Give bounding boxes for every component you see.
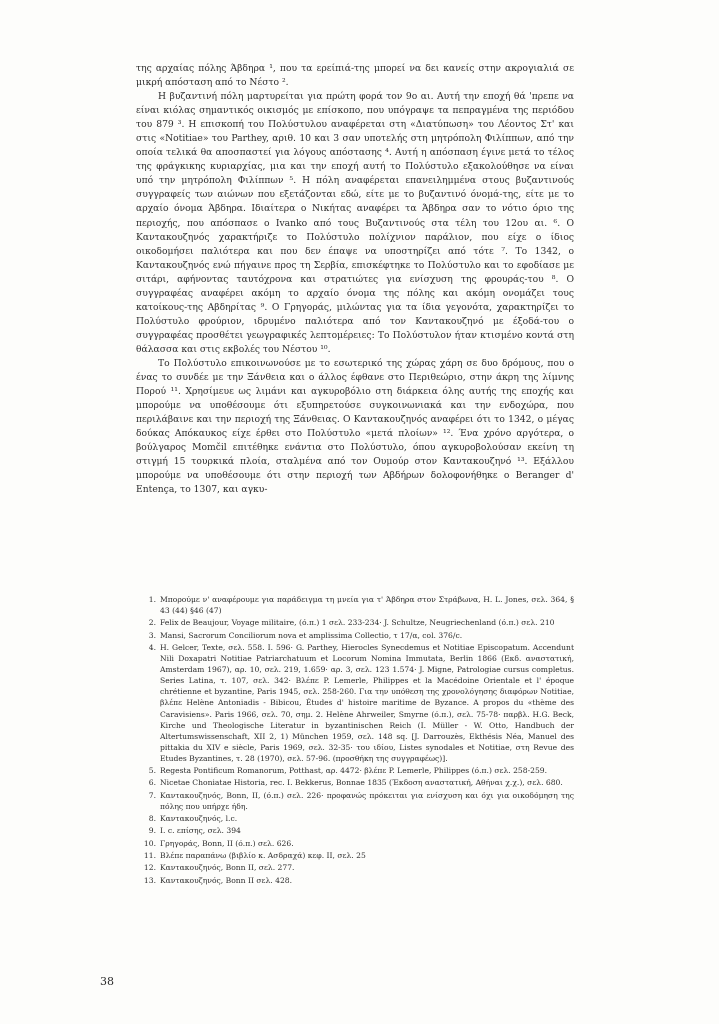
footnote-number: 9. xyxy=(148,826,156,836)
footnote-number: 7. xyxy=(148,790,156,800)
paragraph-3: Το Πολύστυλο επικοινωνούσε με το εσωτερικό της χώρας χάρη σε δυο δρόμους, που ο ένας το συνδέε με την Ξάνθεια και ο άλλος έφθανε στο Περιθεώριο, στην άκρη της λίμνης Πορού ¹¹. Χρησίμευε ως λιμάνι και αγκυροβόλιο στη διάρκεια όλης αυτής της εποχής και μπορούμε να υποθέσουμε ότι εξυπηρετούσε συγκοινωνιακά και την ενδοχώρα, που περιλάβαινε και την περιοχή της Ξάνθειας. Ο Καντακουζηνός αναφέρει ότι το 1342, ο μέγας δούκας Απόκαυκος είχε έρθει στο Πολύστυλο «μετά πλοίων» ¹². Ένα χρόνο αργότερα, ο βούλγαρος Momčil επιτέθηκε ενάντια στο Πολύστυλο, όπου αγκυροβολούσαν εκείνη τη στιγμή 15 τουρκικά πλοία, σταλμένα από τον Ουμούρ στον Καντακουζηνό ¹³. Εξάλλου μπορούμε να υποθέσουμε ότι στην περιοχή των Αβδήρων δολοφονήθηκε ο Beranger d' Entença, το 1307, και αγκυ- xyxy=(136,357,574,496)
footnote-text: Mansi, Sacrorum Conciliorum nova et amplissima Collectio, τ 17/α, col. 376/c. xyxy=(160,630,463,640)
footnote-number: 13. xyxy=(143,875,156,885)
footnote-number: 6. xyxy=(148,778,156,788)
footnote-number: 8. xyxy=(148,814,156,824)
footnote-5 xyxy=(136,765,574,776)
paragraph-2: Η βυζαντινή πόλη μαρτυρείται για πρώτη φορά τον 9ο αι. Αυτή την εποχή θά 'πρεπε να είναι κιόλας σημαντικός οικισμός με επίσκοπο, που υπόγραψε τα πεπραγμένα της περιόδου του 879 ³. Η επισκοπή του Πολύστυλου αναφέρεται στη «Διατύπωση» του Λέοντος Στ' και στις «Notitiae» του Parthey, αριθ. 10 και 3 σαν υποτελής στη μητρόπολη Φιλίππων, από την οποία τελικά θα αποσπαστεί για λόγους απόστασης ⁴. Αυτή η απόσπαση έγινε μετά το τέλος της φράγκικης κυριαρχίας, μια και την εποχή αυτή το Πολύστυλο εξακολούθησε να είναι υπό την μητρόπολη Φιλίππων ⁵. Η πόλη αναφέρεται επανειλημμένα στους βυζαντινούς συγγραφείς των αιώνων που εξετάζονται εδώ, είτε με το βυζαντινό όνομά-της, είτε με το αρχαίο όνομα Άβδηρα. Ιδιαίτερα ο Νικήτας αναφέρει τα Άβδηρα σαν το νότιο όριο της περιοχής, που απόσπασε ο Ivanko από τους Βυζαντινούς στα τέλη του 12ου αι. ⁶. Ο Καντακουζηνός χαρακτήριζε το Πολύστυλο πολίχνιον παράλιον, που είχε ο ίδιος οικοδομήσει παλιότερα και που δεν έπαψε να υποστηρίζει από τότε ⁷. Το 1342, ο Καντακουζηνός ενώ πήγαινε προς τη Σερβία, επισκέφτηκε το Πολύστυλο και το εφοδίασε με σιτάρι, αφήνοντας ταυτόχρονα και στρατιώτες για ενίσχυση της φρουράς-του ⁸. Ο συγγραφέας αναφέρει ακόμη το αρχαίο όνομα της πόλης και ακόμη ονομάζει τους κατοίκους-της Αβδηρίτας ⁹. Ο Γρηγοράς, μιλώντας για τα ίδια γεγονότα, χαρακτηρίζει το Πολύστυλο φρούριον, ιδρυμένο παλιότερα από τον Καντακουζηνό με έξοδά-του ο συγγραφέας προσθέτει γεωγραφικές λεπτομέρειες: Το Πολύστυλον ήταν κτισμένο κοντά στη θάλασσα και στις εκβολές του Νέστου ¹⁰. xyxy=(136,91,574,355)
footnote-text: Felix de Beaujour, Voyage militaire, (ό.π.) 1 σελ. 233-234· J. Schultze, Neugriechenland (ό.π.) σελ. 210 xyxy=(160,618,555,628)
page-number: 38 xyxy=(100,975,114,988)
footnote-2 xyxy=(136,617,574,628)
footnote-12 xyxy=(136,862,574,873)
paragraph-1: της αρχαίας πόλης Άβδηρα ¹, που τα ερείπιά-της μπορεί να δει κανείς στην ακρογιαλιά σε μικρή απόσταση από το Νέστο ². xyxy=(136,63,574,89)
footnote-text: Nicetae Choniatae Historia, rec. I. Bekkerus, Bonnae 1835 (Έκδοση αναστατική, Αθήναι χ.χ.), σελ. 680. xyxy=(160,778,563,788)
footnote-number: 2. xyxy=(148,618,156,628)
footnote-3 xyxy=(136,630,574,641)
footnote-4 xyxy=(136,642,574,764)
footnote-text: Καντακουζηνός, Bonn II, σελ. 277. xyxy=(160,863,295,873)
footnote-number: 11. xyxy=(143,850,156,860)
main-text xyxy=(136,62,574,497)
footnote-number: 12. xyxy=(143,863,156,873)
footnote-9 xyxy=(136,825,574,836)
footnote-13 xyxy=(136,875,574,886)
footnote-11 xyxy=(136,850,574,861)
footnote-text: Βλέπε παραπάνω (βιβλίο κ. Ασδραχά) κεφ. II, σελ. 25 xyxy=(160,850,366,860)
footnote-8 xyxy=(136,813,574,824)
footnote-text: Regesta Pontificum Romanorum, Potthast, αρ. 4472· βλέπε P. Lemerle, Philippes (ό.π.) σελ. 258-259. xyxy=(160,766,548,776)
footnote-number: 3. xyxy=(148,630,156,640)
footnote-text: I. c. επίσης, σελ. 394 xyxy=(160,826,241,836)
footnote-text: H. Gelcer, Texte, σελ. 558. I. 596· G. Parthey, Hierocles Synecdemus et Notitiae Episcopatum. Accendunt Nili Doxapatri Notitiae Patriarchatuum et Locorum Nomina Immutata, Berlin 1866 (Εκδ. αναστατική, Amsterdam 1967), αρ. 10, σελ. 219, 1.659· αρ. 3, σελ. 123 1.574· J. Migne, Patrologiae cursus completus. Series Latina, τ. 107, σελ. 342· Βλέπε P. Lemerle, Philippes et la Macédoine Orientale et l' époque chrétienne et byzantine, Paris 1945, σελ. 258-260. Για την υπόθεση της χρονολόγησης διαφόρων Notitiae, βλέπε Helène Antoniadis - Bibicou, Études d' histoire maritime de Byzance. A propos du «thème des Caravisiens». Paris 1966, σελ. 70, σημ. 2. Helène Ahrweiler, Smyrne (ό.π.), σελ. 75-78· παρβλ. H.G. Beck, Kirche und Theologische Literatur in byzantinischen Reich (I. Müller - W. Otto, Handbuch der Altertumswissenschaft, XII 2, 1) München 1959, σελ. 148 sq. [J. Darrouzès, Ekthésis Néa, Manuel des pittakia du XIV e siècle, Paris 1969, σελ. 32-35· του ιδίου, Listes synodales et Notitiae, στη Revue des Etudes Byzantines, τ. 28 (1970), σελ. 57-96. (προσθήκη της συγγραφέως)]. xyxy=(160,642,574,763)
footnote-number: 10. xyxy=(143,838,156,848)
footnote-text: Καντακουζηνός, Bonn II σελ. 428. xyxy=(160,875,293,885)
footnote-text: Μπορούμε ν' αναφέρουμε για παράδειγμα τη μνεία για τ' Άβδηρα στον Στράβωνα, H. L. Jones, σελ. 364, § 43 (44) §46 (47) xyxy=(160,595,574,616)
footnote-6 xyxy=(136,777,574,788)
footnote-1 xyxy=(136,594,574,616)
footnote-text: Καντακουζηνός, Bonn, II, (ό.π.) σελ. 226· προφανώς πρόκειται για ενίσχυση και όχι για οικοδόμηση της πόλης που υπήρχε ήδη. xyxy=(160,790,574,811)
footnote-text: Γρηγοράς, Bonn, II (ό.π.) σελ. 626. xyxy=(160,838,294,848)
footnote-number: 4. xyxy=(148,642,156,652)
footnote-7 xyxy=(136,790,574,812)
footnote-number: 5. xyxy=(148,766,156,776)
footnotes xyxy=(136,594,574,887)
footnote-number: 1. xyxy=(148,595,156,604)
footnote-10 xyxy=(136,838,574,849)
footnote-text: Καντακουζηνός, l.c. xyxy=(160,814,238,824)
